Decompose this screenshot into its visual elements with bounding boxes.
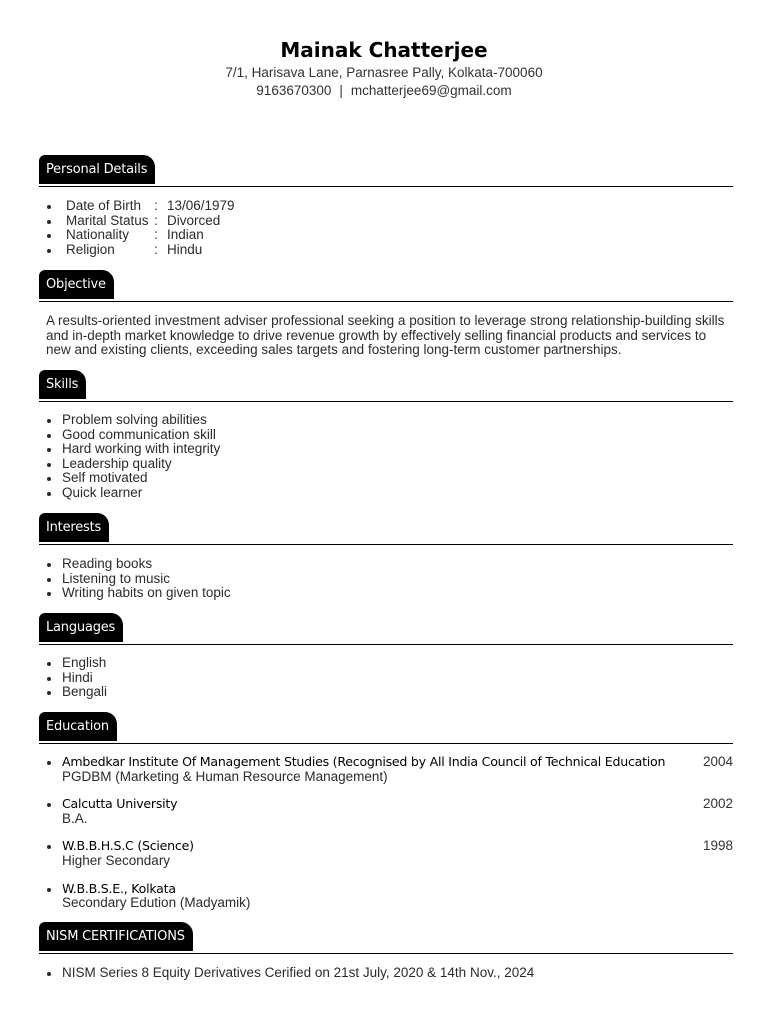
contact-separator: |	[339, 83, 343, 98]
personal-details-list	[39, 199, 733, 257]
section-title: Education	[39, 712, 117, 741]
list-item	[39, 214, 733, 229]
education-year: 2004	[702, 754, 733, 769]
section-header	[39, 613, 733, 645]
address: 7/1, Harisava Lane, Parnasree Pally, Kolkata-700060	[225, 65, 543, 80]
objective-text: A results-oriented investment adviser professional seeking a position to leverage strong relationship-building skills and in-depth market knowledge to drive revenue growth by effectively selling financial products and services to new and existing clients, exceeding sales targets and fostering long-term customer partnerships.	[46, 313, 725, 358]
interests-list	[39, 557, 733, 601]
detail-colon: :	[154, 241, 158, 257]
detail-colon: :	[154, 198, 158, 213]
education-item	[39, 839, 733, 868]
list-item: Good communication skill	[39, 428, 733, 443]
detail-colon: :	[154, 227, 158, 243]
detail-value: Indian	[167, 227, 204, 243]
list-item: Hard working with integrity	[39, 442, 733, 457]
section-interests	[39, 513, 733, 601]
institution-name: W.B.B.S.E., Kolkata	[62, 880, 176, 896]
section-header	[39, 712, 733, 744]
institution-name: W.B.B.H.S.C (Science)	[62, 838, 194, 854]
section-header	[39, 513, 733, 545]
phone-number: 9163670300	[256, 83, 332, 98]
section-personal-details	[39, 155, 733, 257]
list-item: NISM Series 8 Equity Derivatives Cerified on 21st July, 2020 & 14th Nov., 2024	[39, 966, 733, 981]
degree-name: Higher Secondary	[62, 852, 171, 868]
list-item	[39, 228, 733, 243]
section-objective	[39, 270, 733, 358]
section-education	[39, 712, 733, 924]
list-item: Writing habits on given topic	[39, 586, 733, 601]
section-header	[39, 155, 733, 187]
section-languages	[39, 613, 733, 700]
email-address: mchatterjee69@gmail.com	[350, 83, 512, 98]
section-skills	[39, 370, 733, 501]
list-item: Hindi	[39, 671, 733, 686]
detail-value: Hindu	[167, 241, 203, 257]
list-item	[39, 243, 733, 258]
education-item	[39, 882, 733, 911]
detail-value: Divorced	[167, 212, 221, 228]
education-year: 2002	[702, 796, 733, 812]
section-nism-certifications	[39, 922, 733, 981]
section-title: Interests	[39, 513, 109, 542]
education-list	[39, 755, 733, 911]
languages-list	[39, 656, 733, 700]
list-item	[39, 199, 733, 214]
degree-name: PGDBM (Marketing & Human Resource Management)	[62, 768, 388, 784]
list-item: Self motivated	[39, 471, 733, 486]
education-item	[39, 797, 733, 826]
detail-label: Marital Status	[66, 212, 149, 228]
detail-label: Nationality	[66, 227, 130, 243]
candidate-name: Mainak Chatterjee	[280, 38, 488, 62]
skills-list	[39, 413, 733, 501]
detail-value: 13/06/1979	[167, 198, 235, 213]
education-year: 1998	[702, 838, 733, 854]
section-title: Skills	[39, 370, 86, 399]
degree-name: B.A.	[62, 810, 88, 826]
institution-name: Ambedkar Institute Of Management Studies (Recognised by All India Council of Technical Education	[62, 754, 666, 769]
detail-colon: :	[154, 212, 158, 228]
degree-name: Secondary Edution (Madyamik)	[62, 895, 251, 911]
section-header	[39, 370, 733, 402]
certifications-list	[39, 966, 733, 981]
detail-label: Religion	[66, 241, 115, 257]
detail-label: Date of Birth	[66, 198, 142, 213]
list-item: Bengali	[39, 685, 733, 700]
list-item: Leadership quality	[39, 457, 733, 472]
list-item: English	[39, 656, 733, 671]
section-title: Languages	[39, 613, 123, 642]
section-title: NISM CERTIFICATIONS	[39, 922, 193, 951]
section-header	[39, 922, 733, 954]
list-item: Quick learner	[39, 486, 733, 501]
section-header	[39, 270, 733, 302]
list-item: Problem solving abilities	[39, 413, 733, 428]
list-item: Reading books	[39, 557, 733, 572]
section-title: Objective	[39, 270, 114, 299]
section-title: Personal Details	[39, 155, 155, 184]
contact-line	[0, 83, 768, 98]
list-item: Listening to music	[39, 572, 733, 587]
education-item	[39, 755, 733, 784]
institution-name: Calcutta University	[62, 796, 178, 812]
